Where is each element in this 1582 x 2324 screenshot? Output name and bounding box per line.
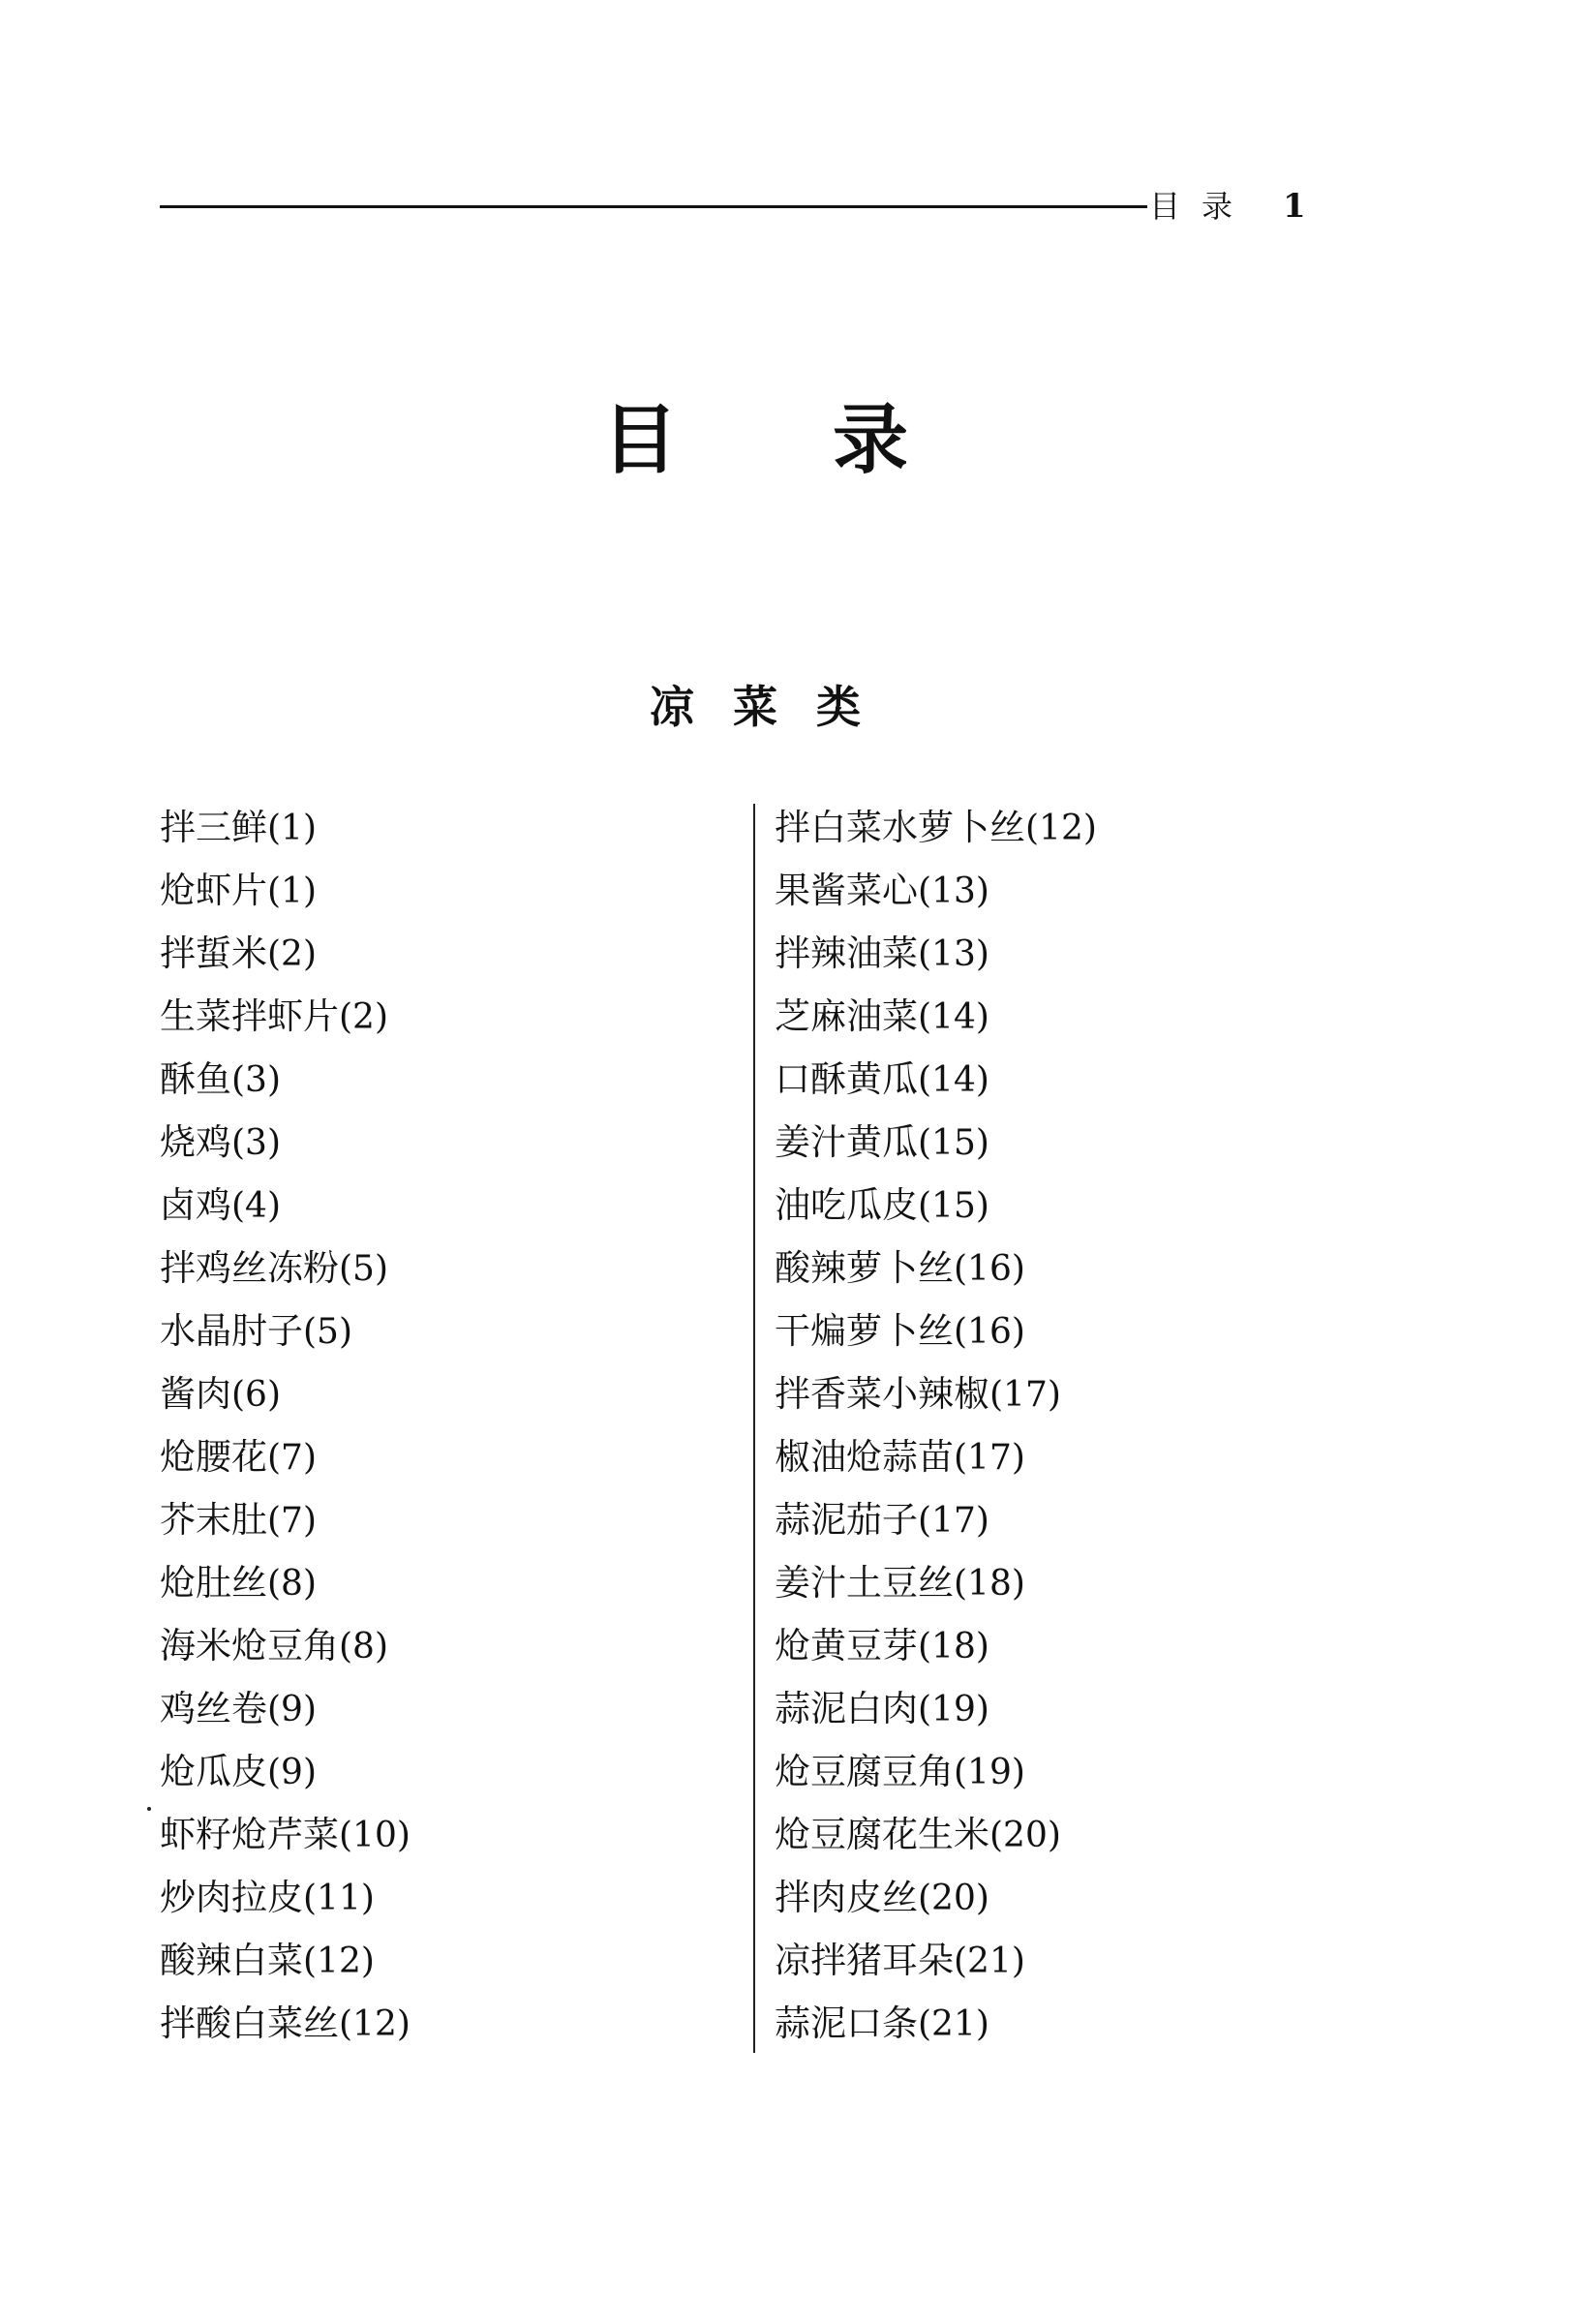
toc-entry-page: (5) — [303, 1312, 352, 1352]
toc-entry — [160, 1740, 741, 1803]
toc-entry — [160, 985, 741, 1048]
toc-entry-title: 口酥黄瓜 — [775, 1058, 918, 1100]
toc-entry-title: 姜汁土豆丝 — [775, 1562, 954, 1604]
toc-entry-title: 芥末肚 — [160, 1499, 267, 1541]
toc-right-column — [775, 796, 1375, 2055]
toc-entry-page: (21) — [918, 2004, 989, 2044]
toc-entry-title: 拌辣油菜 — [775, 933, 918, 974]
toc-entry-page: (14) — [918, 997, 989, 1037]
running-header — [160, 184, 1307, 232]
toc-entry-title: 酸辣白菜 — [160, 1940, 303, 1981]
toc-entry-page: (9) — [267, 1690, 317, 1729]
toc-entry-page: (1) — [267, 872, 317, 911]
toc-entry-page: (8) — [267, 1564, 317, 1604]
header-rule — [160, 205, 1147, 208]
toc-entry — [160, 1425, 741, 1488]
toc-entry-title: 炝虾片 — [160, 870, 267, 911]
toc-entry-title: 酸辣萝卜丝 — [775, 1247, 954, 1289]
toc-entry-page: (7) — [267, 1501, 317, 1541]
toc-entry-title: 蒜泥口条 — [775, 2003, 918, 2044]
toc-entry-title: 姜汁黄瓜 — [775, 1121, 918, 1163]
toc-entry-page: (7) — [267, 1438, 317, 1478]
toc-entry — [775, 1677, 1375, 1740]
toc-entry — [775, 1992, 1375, 2055]
toc-entry — [160, 1929, 741, 1992]
toc-entry-page: (12) — [303, 1942, 375, 1981]
toc-entry-title: 拌香菜小辣椒 — [775, 1373, 989, 1415]
toc-entry-page: (1) — [267, 809, 317, 848]
toc-entry — [160, 1677, 741, 1740]
toc-entry — [160, 859, 741, 922]
toc-entry-title: 拌酸白菜丝 — [160, 2003, 339, 2044]
toc-entry-title: 拌肉皮丝 — [775, 1877, 918, 1918]
toc-entry-page: (19) — [918, 1690, 989, 1729]
toc-entry-title: 生菜拌虾片 — [160, 995, 339, 1037]
toc-entry — [775, 1614, 1375, 1677]
toc-entry — [160, 1803, 741, 1866]
toc-entry-title: 炝腰花 — [160, 1436, 267, 1478]
toc-entry — [775, 859, 1375, 922]
toc-entry-title: 鸡丝卷 — [160, 1688, 267, 1729]
toc-entry — [775, 1551, 1375, 1614]
toc-entry-page: (2) — [339, 997, 388, 1037]
toc-entry-page: (3) — [231, 1123, 281, 1163]
toc-entry-page: (15) — [918, 1186, 989, 1226]
toc-entry — [775, 1174, 1375, 1237]
toc-entry-page: (18) — [918, 1627, 989, 1667]
toc-entry-page: (14) — [918, 1060, 989, 1100]
toc-entry — [775, 1362, 1375, 1425]
toc-entry-page: (19) — [954, 1753, 1025, 1792]
toc-entry — [775, 1111, 1375, 1174]
toc-entry — [775, 1048, 1375, 1111]
toc-entry-title: 虾籽炝芹菜 — [160, 1814, 339, 1855]
toc-entry-title: 酥鱼 — [160, 1058, 231, 1100]
toc-entry-page: (8) — [339, 1627, 388, 1667]
toc-entry-page: (13) — [918, 872, 989, 911]
toc-entry — [160, 1614, 741, 1677]
toc-left-column — [160, 796, 741, 2055]
toc-entry — [775, 1740, 1375, 1803]
toc-entry-title: 拌鸡丝冻粉 — [160, 1247, 339, 1289]
toc-entry — [160, 1866, 741, 1929]
column-divider — [753, 804, 755, 2053]
toc-entry — [160, 1048, 741, 1111]
toc-entry — [775, 1929, 1375, 1992]
toc-entry-page: (17) — [954, 1438, 1025, 1478]
toc-entry-page: (16) — [954, 1249, 1025, 1289]
toc-entry-title: 烧鸡 — [160, 1121, 231, 1163]
toc-entry-page: (15) — [918, 1123, 989, 1163]
toc-entry — [775, 922, 1375, 985]
toc-entry-title: 炝黄豆芽 — [775, 1625, 918, 1667]
toc-entry-page: (16) — [954, 1312, 1025, 1352]
toc-entry-title: 拌白菜水萝卜丝 — [775, 807, 1025, 848]
toc-entry-page: (13) — [918, 934, 989, 974]
toc-entry — [160, 1362, 741, 1425]
toc-entry-title: 油吃瓜皮 — [775, 1184, 918, 1226]
toc-entry-title: 蒜泥茄子 — [775, 1499, 918, 1541]
toc-entry — [775, 1803, 1375, 1866]
toc-entry-title: 蒜泥白肉 — [775, 1688, 918, 1729]
toc-entry-title: 酱肉 — [160, 1373, 231, 1415]
toc-entry-title: 凉拌猪耳朵 — [775, 1940, 954, 1981]
toc-entry — [775, 1425, 1375, 1488]
toc-entry-page: (2) — [267, 934, 317, 974]
toc-entry — [775, 1866, 1375, 1929]
toc-entry-title: 炝豆腐豆角 — [775, 1751, 954, 1792]
toc-entry-page: (11) — [303, 1879, 375, 1918]
toc-entry-page: (17) — [989, 1375, 1061, 1415]
scan-dot — [147, 1807, 151, 1811]
toc-entry-title: 椒油炝蒜苗 — [775, 1436, 954, 1478]
toc-entry-page: (12) — [1025, 809, 1097, 848]
toc-entry-page: (21) — [954, 1942, 1025, 1981]
toc-entry-page: (20) — [989, 1816, 1061, 1855]
toc-entry-title: 果酱菜心 — [775, 870, 918, 911]
toc-entry-title: 干煸萝卜丝 — [775, 1310, 954, 1352]
toc-entry — [775, 1488, 1375, 1551]
toc-entry-page: (12) — [339, 2004, 411, 2044]
toc-entry-page: (4) — [231, 1186, 281, 1226]
page-title: 目录 — [601, 397, 1063, 484]
toc-entry-page: (5) — [339, 1249, 388, 1289]
toc-entry — [160, 1551, 741, 1614]
toc-entry — [160, 922, 741, 985]
toc-entry — [160, 1237, 741, 1300]
toc-entry-page: (9) — [267, 1753, 317, 1792]
toc-entry — [160, 796, 741, 859]
toc-entry-title: 水晶肘子 — [160, 1310, 303, 1352]
toc-entry-page: (18) — [954, 1564, 1025, 1604]
toc-entry — [160, 1174, 741, 1237]
toc-entry — [775, 796, 1375, 859]
toc-entry-page: (3) — [231, 1060, 281, 1100]
toc-entry — [160, 1111, 741, 1174]
toc-entry-title: 炒肉拉皮 — [160, 1877, 303, 1918]
toc-entry-title: 炝豆腐花生米 — [775, 1814, 989, 1855]
toc-entry-page: (17) — [918, 1501, 989, 1541]
section-heading: 凉菜类 — [650, 681, 899, 733]
toc-entry — [160, 1488, 741, 1551]
toc-entry — [160, 1992, 741, 2055]
toc-entry-title: 芝麻油菜 — [775, 995, 918, 1037]
header-label: 目录 — [1149, 188, 1255, 225]
toc-entry-title: 炝瓜皮 — [160, 1751, 267, 1792]
toc-entry — [160, 1300, 741, 1362]
toc-entry-page: (20) — [918, 1879, 989, 1918]
toc-entry — [775, 1300, 1375, 1362]
header-page-number: 1 — [1283, 187, 1306, 226]
toc-entry — [775, 1237, 1375, 1300]
toc-entry-title: 卤鸡 — [160, 1184, 231, 1226]
toc-entry-page: (6) — [231, 1375, 281, 1415]
toc-entry-title: 海米炝豆角 — [160, 1625, 339, 1667]
toc-entry-title: 拌三鲜 — [160, 807, 267, 848]
toc-entry — [775, 985, 1375, 1048]
toc-entry-title: 炝肚丝 — [160, 1562, 267, 1604]
toc-entry-page: (10) — [339, 1816, 411, 1855]
toc-entry-title: 拌蜇米 — [160, 933, 267, 974]
